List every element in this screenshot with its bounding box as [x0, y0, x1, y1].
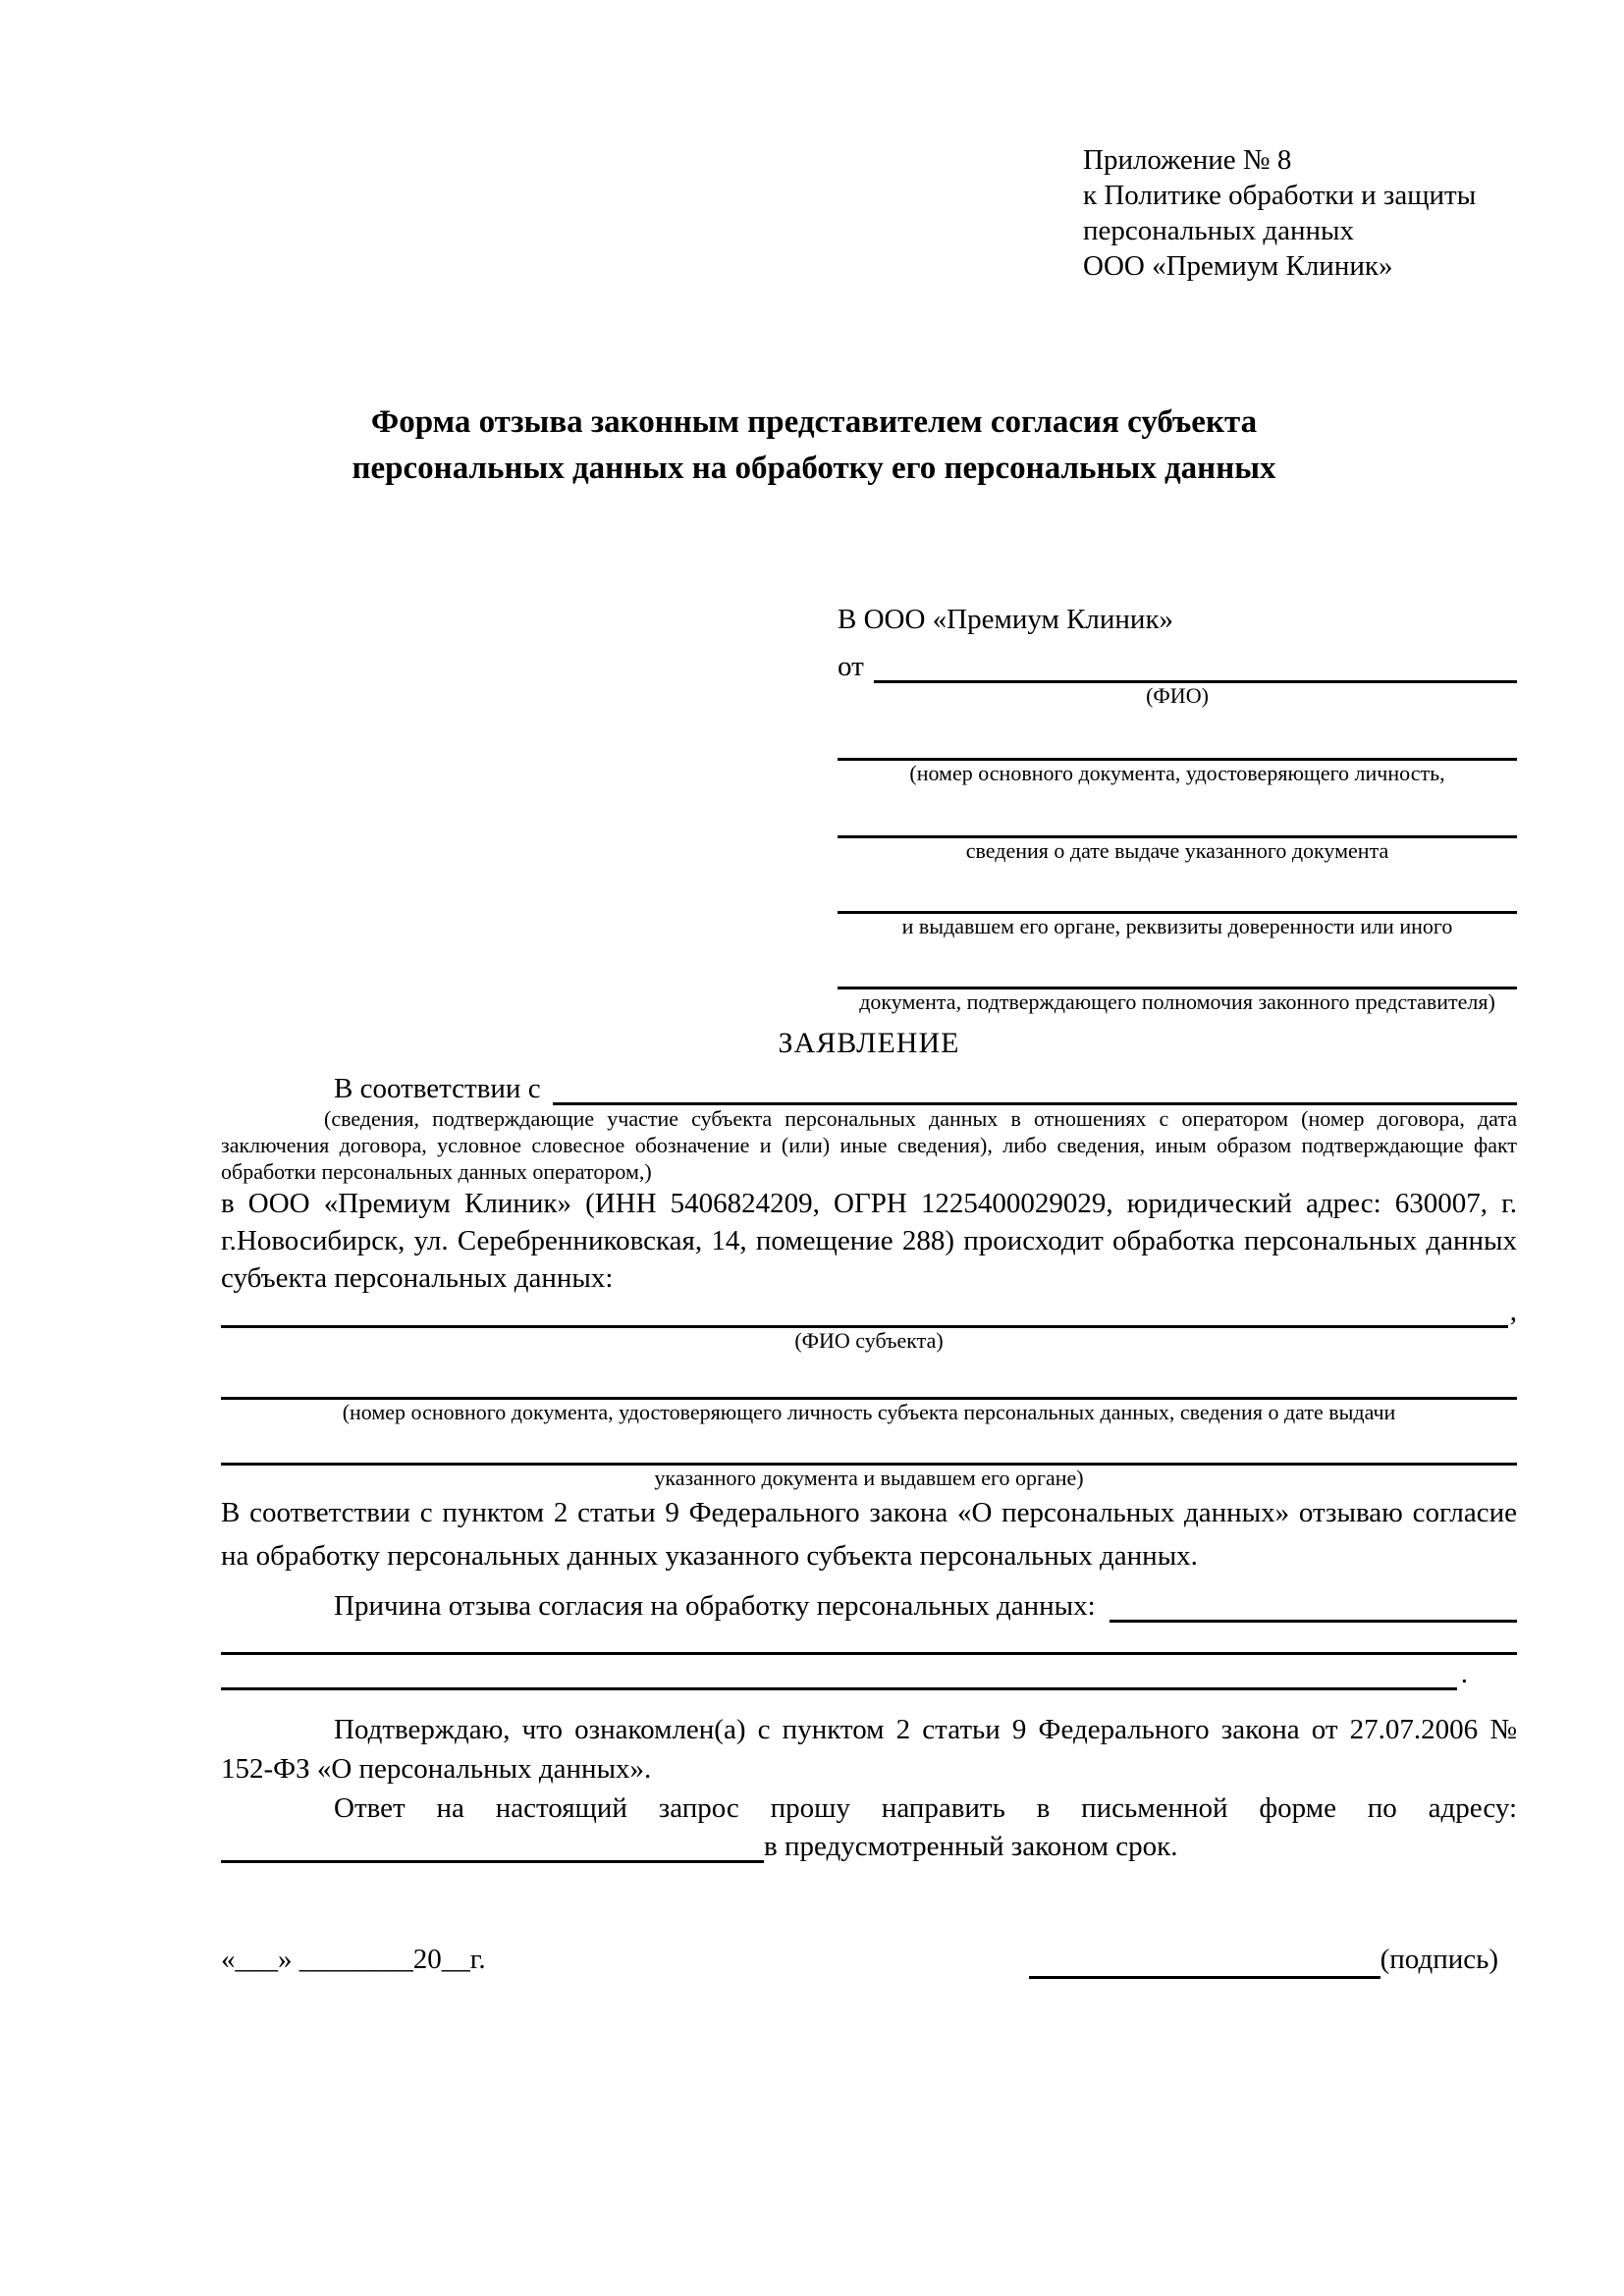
signature-caption: (подпись) [1380, 1944, 1498, 1975]
intro-note: (сведения, подтверждающие участие субъекта персональных данных в отношениях с оператором (номер договора, дата заключения договора, условное словесное обозначение и (или) иные сведения), либо сведения, иным образом подтверждающие факт обработки персональных данных оператором,) [221, 1106, 1517, 1184]
date-blank-line: «___» ________20__г. [221, 1944, 486, 1975]
reason-blank-start [1110, 1620, 1517, 1623]
addressee-block [838, 600, 1517, 1015]
subject-doc-blank-2 [221, 1425, 1517, 1466]
form-title-line-2: персональных данных на обработку его персональных данных [352, 451, 1276, 486]
appendix-line-3: персональных данных [1083, 215, 1355, 246]
reason-period: . [1460, 1658, 1468, 1689]
confirm-paragraph: Подтверждаю, что ознакомлен(а) с пунктом 2 статьи 9 Федерального закона от 27.07.2006 № 152-ФЗ «О персональных данных». [221, 1714, 1517, 1785]
signature-area [1029, 1940, 1498, 1979]
reason-blank-line-1 [221, 1623, 1517, 1655]
operator-paragraph: в ООО «Премиум Клиник» (ИНН 5406824209, ОГРН 1225400029029, юридический адрес: 630007, г. г.Новосибирск, ул. Серебренниковская, 14, помещение 288) происходит обработка персональных данных субъекта персональных данных: [221, 1188, 1517, 1294]
subject-doc-blank-1 [221, 1354, 1517, 1400]
subject-doc-caption-1: (номер основного документа, удостоверяющего личность субъекта персональных данных, сведения о дате выдачи [342, 1400, 1396, 1424]
reply-address-blank [221, 1860, 764, 1863]
form-title-line-1: Форма отзыва законным представителем согласия субъекта [370, 404, 1258, 440]
addressee-organization: В ООО «Премиум Клиник» [838, 604, 1174, 635]
withdrawal-paragraph: В соответствии с пунктом 2 статьи 9 Федерального закона «О персональных данных» отзываю согласие на обработку персональных данных указанного субъекта персональных данных. [221, 1497, 1517, 1572]
representative-doc-blank-1 [838, 709, 1517, 761]
signature-blank [1029, 1976, 1380, 1979]
subject-name-row [221, 1296, 1517, 1328]
from-row [838, 639, 1517, 683]
appendix-line-1: Приложение № 8 [1083, 144, 1292, 176]
doc-caption-4: документа, подтверждающего полномочия законного представителя) [859, 989, 1495, 1014]
footer-row [221, 1940, 1517, 1979]
appendix-line-4: ООО «Премиум Клиник» [1083, 250, 1393, 282]
reason-row [221, 1581, 1517, 1623]
subject-fio-caption: (ФИО субъекта) [794, 1328, 944, 1353]
doc-caption-2: сведения о дате выдаче указанного документа [965, 838, 1389, 863]
intro-label: В соответствии с [334, 1073, 541, 1104]
form-title [111, 400, 1517, 492]
reason-blank-line-2 [221, 1687, 1457, 1690]
reply-line-2-suffix: в предусмотренный законом срок. [764, 1831, 1178, 1862]
subject-name-comma: , [1509, 1296, 1517, 1327]
fio-caption: (ФИО) [1146, 683, 1209, 708]
representative-doc-blank-2 [838, 786, 1517, 838]
appendix-line-2: к Политике обработки и защиты [1083, 180, 1477, 211]
from-label: от [838, 651, 864, 682]
statement-heading: ЗАЯВЛЕНИЕ [778, 1027, 960, 1059]
reason-label: Причина отзыва согласия на обработку персональных данных: [334, 1590, 1096, 1622]
subject-doc-caption-2: указанного документа и выдавшем его органе) [654, 1466, 1084, 1490]
intro-row [221, 1068, 1517, 1105]
reply-row [221, 1828, 1517, 1863]
representative-doc-blank-3 [838, 864, 1517, 914]
appendix-header [1083, 142, 1517, 284]
doc-caption-3: и выдавшем его органе, реквизиты доверенности или иного [901, 914, 1453, 938]
reply-paragraph-line-1: Ответ на настоящий запрос прошу направить в письменной форме по адресу: [334, 1792, 1517, 1824]
doc-caption-1: (номер основного документа, удостоверяющего личность, [909, 761, 1445, 785]
representative-doc-blank-4 [838, 939, 1517, 989]
reason-blank-row-2 [221, 1655, 1517, 1690]
